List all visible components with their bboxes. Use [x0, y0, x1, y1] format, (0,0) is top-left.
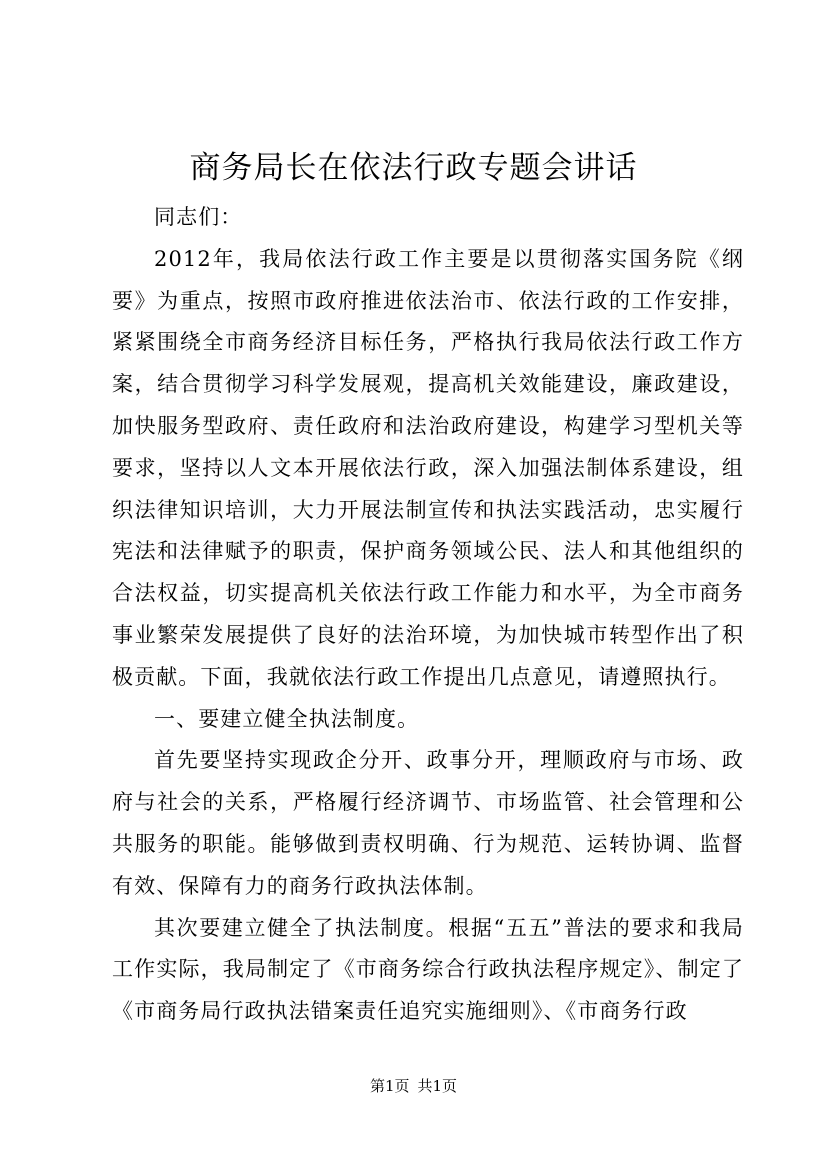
page-footer: [0, 1076, 827, 1096]
document-title: 商务局长在依法行政专题会讲话: [189, 150, 638, 186]
paragraph: 其次要建立健全了执法制度。根据“五五”普法的要求和我局工作实际，我局制定了《市商务综合行政执法程序规定》、制定了《市商务局行政执法错案责任追究实施细则》、《市商务行政: [112, 915, 744, 1024]
page-number: 第1页: [369, 1077, 410, 1095]
page-total: 共1页: [417, 1077, 458, 1095]
paragraph: 首先要坚持实现政企分开、政事分开，理顺政府与市场、政府与社会的关系，严格履行经济调节、市场监管、社会管理和公共服务的职能。能够做到责权明确、行为规范、运转协调、监督有效、保障有力的商务行政执法体制。: [112, 748, 744, 898]
paragraph-intro: 2012年，我局依法行政工作主要是以贯彻落实国务院《纲要》为重点，按照市政府推进依法治市、依法行政的工作安排，紧紧围绕全市商务经济目标任务，严格执行我局依法行政工作方案，结合贯彻学习科学发展观，提高机关效能建设，廉政建设，加快服务型政府、责任政府和法治政府建设，构建学习型机关等要求，坚持以人文本开展依法行政，深入加强法制体系建设，组织法律知识培训，大力开展法制宣传和执法实践活动，忠实履行宪法和法律赋予的职责，保护商务领域公民、法人和其他组织的合法权益，切实提高机关依法行政工作能力和水平，为全市商务事业繁荣发展提供了良好的法治环境，为加快城市转型作出了积极贡献。下面，我就依法行政工作提出几点意见，请遵照执行。: [112, 246, 744, 689]
salutation: 同志们：: [154, 205, 243, 229]
section-heading: 一、要建立健全执法制度。: [154, 706, 420, 731]
document-body: [112, 197, 744, 1033]
